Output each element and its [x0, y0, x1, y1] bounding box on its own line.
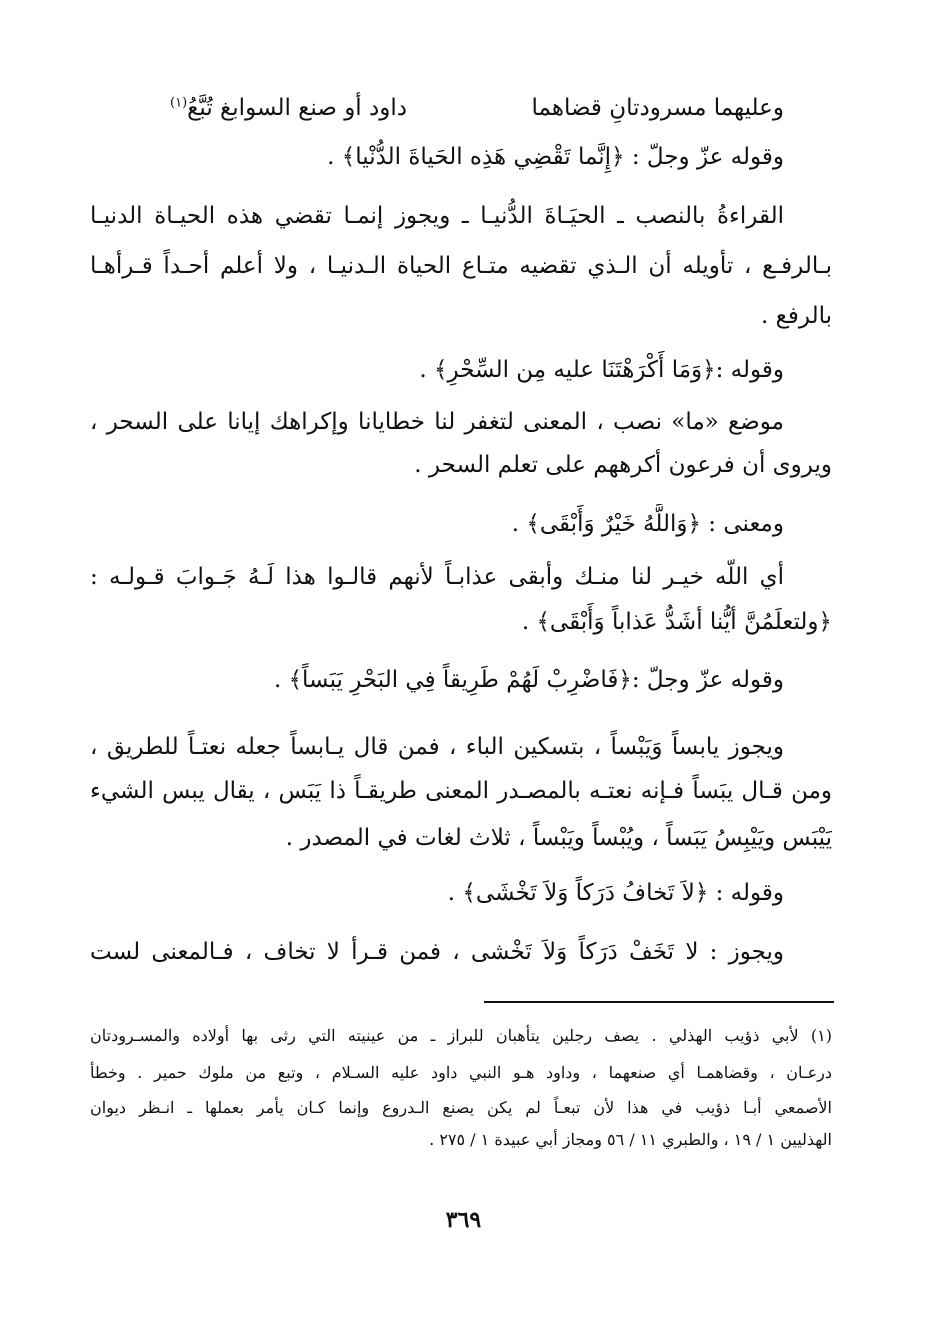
poetry-verse: [90, 88, 832, 128]
body-line: وقوله : ﴿لاَ تَخافُ دَرَكاً وَلاَ تَخْشَى﴾ .: [447, 880, 784, 906]
body-line: بـالرفـع ، تأويله أن الـذي تقضيه متـاع الحياة الـدنيـا ، ولا أعلم أحـداً قـرأهـا: [90, 253, 832, 279]
footnote-line: (١) لأبي ذؤيب الهذلي . يصف رجلين يتأهبان للبراز ـ من عينيته التي رثى بها أولاده والمسـرودتان: [90, 1026, 832, 1045]
footnote-line: درعـان ، وقضاهمـا أي صنعهما ، وداود هـو النبي داود عليه السـلام ، وتبع من ملوك حمير . وخطأ: [90, 1063, 832, 1082]
footnote-divider: [484, 1001, 834, 1003]
body-line: وقوله عزّ وجلّ :﴿فَاضْرِبْ لَهُمْ طَرِيقاً فِي البَحْرِ يَبَساً﴾ .: [273, 667, 784, 693]
verse-second-hemistich-text: داود أو صنع السوابغ تُبَّعُ: [187, 95, 407, 121]
body-line: ويجوز : لا تَخَفْ دَرَكاً وَلاَ تَخْشى ، فمن قـرأ لا تخاف ، فـالمعنى لست: [90, 939, 784, 965]
body-line: ويجوز يابساً وَيَبْساً ، بتسكين الباء ، فمن قال يـابساً جعله نعتـاً للطريق ،: [90, 734, 784, 760]
body-line: ومن قـال يبَساً فـإنه نعتـه بالمصـدر المعنى طريقـاً ذا يَبَس ، يقال يبس الشيء: [90, 778, 832, 804]
verse-first-hemistich: وعليهما مسرودتانِ قضاهما: [531, 95, 784, 121]
verse-second-hemistich: [170, 88, 407, 128]
page-number: ٣٦٩: [445, 1207, 482, 1233]
body-line: ومعنى : ﴿وَاللَّهُ خَيْرٌ وَأَبْقَى﴾ .: [511, 511, 784, 537]
body-line: وقوله عزّ وجلّ : ﴿إِنَّما تَقْضِي هَذِه الحَياةَ الدُّنْيا﴾ .: [327, 144, 784, 170]
footnote-line: الهذليين ١ / ١٩ ، والطبري ١١ / ٥٦ ومجاز أبي عبيدة ١ / ٢٧٥ .: [429, 1130, 832, 1149]
footnote-marker: (١): [170, 95, 188, 111]
body-line: القراءةُ بالنصب ـ الحيَـاةَ الدُّنيـا ـ ويجوز إنمـا تقضي هذه الحيـاة الدنيـا: [90, 203, 784, 229]
body-line: وقوله :﴿وَمَا أَكْرَهْتَنَا عليه مِن السِّحْرِ﴾ .: [419, 357, 784, 383]
footnote-line: الأصمعي أبـا ذؤيب في هذا لأن تبعـاً لم يكن يصنع الـدروع وإنما كـان يأمر بعملها ـ انـظر ديوان: [90, 1098, 832, 1117]
body-line: بالرفع .: [761, 303, 832, 329]
body-line: موضع «ما» نصب ، المعنى لتغفر لنا خطايانا وإكراهك إيانا على السحر ،: [90, 409, 784, 435]
body-line: أي اللّه خيـر لنا منـك وأبقى عذابـاً لأنهم قالـوا هذا لَـهُ جَـوابَ قـولـه :: [90, 564, 784, 590]
body-line: ﴿ولتعلَمُنَّ أيُّنا أشَدُّ عَذاباً وَأَبْقَى﴾ .: [521, 609, 832, 635]
body-line: ويروى أن فرعون أكرههم على تعلم السحر .: [414, 452, 832, 478]
body-line: يَيْبَس ويَيْبِسُ يَبَساً ، ويُبْساً ويَبْساً ، ثلاث لغات في المصدر .: [285, 825, 832, 851]
